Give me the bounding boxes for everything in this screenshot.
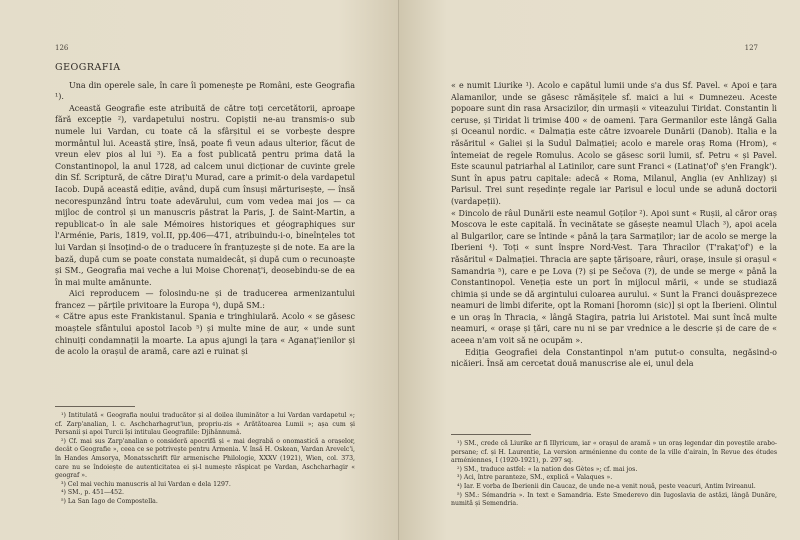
section-title: GEOGRAFIA <box>55 62 121 73</box>
right-footnotes <box>451 420 777 509</box>
paragraph: Această Geografie este atribuită de către toți cercetătorii, aproape fără excepție ²), vardapetului nostru. Copiștii ne-au transmis-o sub numele lui Vardan, cu toate că la sfârșitul ei se vorbește despre mormântul lui. Această știre, însă, poate fi veun adaus ulterior, făcut de vreun elev pios al lui ³). Ea a fost publicată pentru prima dată la Constantinopol, la anul 1728, ad calcem unui dicționar de cuvinte grele din Sf. Scriptură, de către Diraț'u Murad, care a primit-o dela vardapetul Iacob. După această ediție, având, după cum însuși mărturisește, — însă necorespunzând întru toate adevărului, cum vom vedea mai jos — ca mijloc de control și un manuscris păstrat la Paris, J. de Saint-Martin, a republicat-o în ale sale Mémoires historiques et géographiques sur l'Arménie, Paris, 1819, vol.II, pp.406—471, atribuindu-i-o, bineînțeles tot lui Vardan și însoțind-o de o traducere în franțuzește și de note. Ea are la bază, după cum se poate constata numaidecât, și după cum o recunoaște și SM., Geografia mai veche a lui Moise Chorenaț'i, deosebindu-se de ea în mai multe amănunte. <box>55 103 355 287</box>
quoted-text: « e numit Liurike ¹). Acolo e capătul lumii unde s'a dus Sf. Pavel. « Apoi e țara Alamanilor, unde se găsesc rămășițele sf. maici a lui « Dumnezeu. Aceste popoare sunt din rasa Arsacizilor, din urmașii « viteazului Tiridat. Constantin li ceruse, și Tiridat li trimise 400 « de oameni. Țara Germanilor este lângă Galia și Oceanul nordic. « Dalmația este către izvoarele Dunării (Danob). Italia e la răsăritul « Galiei și la Sudul Dalmației; acolo e marele oraș Roma (Hrom), « întemeiat de regele Romulus. Acolo se găsesc sorii lumii, sf. Petru « și Pavel. Este scaunul patriarhal al Latinilor, care sunt Franci « (Latinaț'of' ș'en Frangk'). Sunt în apus patru capitale: adecă « Roma, Milanul, Anglia (ev Anhlizay) și Parisul. Trei sunt reședințe regale iar Parisul e locul unde se adună doctorii (vardapeții). <box>451 81 777 206</box>
paragraph: Una din operele sale, în care îi pomenește pe Români, este Geografia ¹). <box>55 80 355 102</box>
paragraph: Aici reproducem — folosindu-ne și de traducerea armenizantului francez — părțile privitoare la Europa ⁴), după SM.: <box>55 289 355 310</box>
footnote: ¹) Intitulată « Geografia noului traducător și al doilea iluminător a lui Vardan vardapetul »; cf. Zarp'analian, l. c. Aschcharhagrut'iun, propriu-zis « Arătătoarea Lumii »; așa cum și Persanii și apoi Turcii își intitulau Geografiile: Djihânnumâ. <box>55 412 355 437</box>
footnote: ²) SM., traduce astfel: « la nation des Gètes »; cf. mai jos. <box>457 465 638 473</box>
footnote: ²) Cf. mai sus Zarp'analian o consideră apocrifă și « mai degrabă o onomastică a orașelor, decât o Geografie », ceea ce se potrivește pentru Armenia. V. însă H. Oskean, Vardan Arevelc'i, în Handes Amsorya, Monatsschrift für armenische Philologie, XXXV (1921), Wien, col. 373, care nu se îndoiește de autenticitatea ei și-l numește răspicat pe Vardan, Aschcharhagir « geograf ». <box>55 437 355 480</box>
quoted-text: « Către apus este Frankistanul. Spania e tringhiulară. Acolo « se găsesc moaștele sfântului apostol Iacob ⁵) și multe mine de aur, « unde sunt chinuiți condamnații la moarte. La apus ajungi la țara « Aganaț'ienilor și de acolo la orașul de aramă, care azi e ruinat și <box>55 312 355 357</box>
footnote-divider <box>451 434 531 435</box>
left-page-body <box>55 54 355 358</box>
left-page <box>0 0 399 540</box>
footnote: ⁴) Iar. E vorba de Iberienii din Caucaz, de unde ne-a venit nouă, peste veacuri, Antim Ivireanul. <box>457 482 756 490</box>
left-footnotes <box>55 392 355 507</box>
page-number: 126 <box>55 44 69 52</box>
right-page <box>399 0 800 540</box>
footnote: ³) Cel mai vechiu manuscris al lui Vardan e dela 1297. <box>61 480 231 488</box>
footnote: ⁵) La San Iago de Compostella. <box>61 497 158 505</box>
footnote: ¹) SM., crede că Liurike ar fi Illyricum, iar « orașul de aramă » un oraș legendar din poveștile arabo-persane; cf. și H. Laurentie, La version arménienne du conte de la ville d'airain, în Revue des études arméniennes, I (1920-1921), p. 297 sq. <box>451 440 777 465</box>
footnote: ⁴) SM., p. 451—452. <box>61 489 125 497</box>
paragraph: Ediția Geografiei dela Constantinpol n'am putut-o consulta, negăsind-o nicăieri. Însă am cercetat două manuscrise ale ei, unul dela <box>451 347 777 369</box>
footnote-divider <box>55 406 135 407</box>
page-number: 127 <box>744 44 758 52</box>
footnote: ⁵) SM.: Sémandria ». In text e Samandria. Este Smederevo din Iugoslavia de astăzi, lângă Dunăre, numită și Semendria. <box>451 491 777 508</box>
quoted-text: « Dincolo de râul Dunării este neamul Goților ²). Apoi sunt « Rușii, al căror oraș Moscova le este capitală. În vecinătate se găsește neamul Ulach ³), apoi acela al Bulgarilor, care se întinde « până la țara Sarmaților; iar de acolo se merge la Iberieni ⁴). Toți « sunt înspre Nord-Vest. Țara Thracilor (T'rakaț'of') e la răsăritul « Dalmației. Thracia are șapte țărișoare, râuri, orașe, insule și orașul « Samandria ⁵), care e pe Lova (?) și pe Sečova (?), de unde se merge « până la Constantinopol. Veneția este un port în mijlocul mării, « unde se studiază chimia și unde se dă argintului culoarea aurului. « Sunt la Franci douăsprezece neamuri de limbi diferite, opt la Romani [horomn (sic)] și opt la Iberieni. Olintul e un oraș în Thracia, « lângă Stagira, patria lui Aristotel. Mai sunt încă multe neamuri, « orașe și țări, care nu ni se par vrednice a le descrie și de care de « aceea n'am voit să ne ocupăm ». <box>451 208 777 346</box>
footnote: ³) Aci, între paranteze, SM., explică « Valaques ». <box>457 474 613 482</box>
right-page-body <box>451 80 777 370</box>
